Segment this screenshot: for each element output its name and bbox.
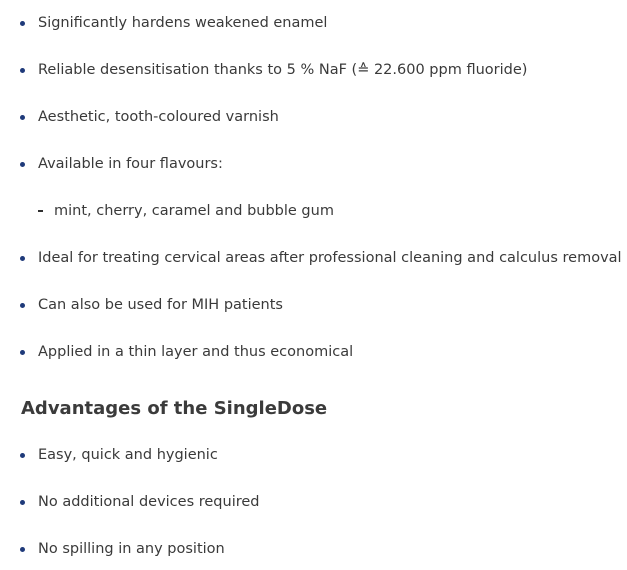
bullet-icon xyxy=(20,162,25,167)
list-item-text: Applied in a thin layer and thus economical xyxy=(38,344,354,360)
section-heading: Advantages of the SingleDose xyxy=(21,398,328,419)
bullet-icon xyxy=(20,500,25,505)
list-item-text: No spilling in any position xyxy=(38,541,225,557)
list-item-text: Ideal for treating cervical areas after professional cleaning and calculus removal xyxy=(38,250,622,266)
list-item-text: Can also be used for MIH patients xyxy=(38,297,283,313)
bullet-icon xyxy=(20,303,25,308)
list-item-text: Easy, quick and hygienic xyxy=(38,447,218,463)
list-item-text: No additional devices required xyxy=(38,494,260,510)
list-item-text: Aesthetic, tooth-coloured varnish xyxy=(38,109,279,125)
list-item-text: Significantly hardens weakened enamel xyxy=(38,15,328,31)
bullet-icon xyxy=(20,115,25,120)
sub-list-item-text: mint, cherry, caramel and bubble gum xyxy=(54,203,334,219)
bullet-icon xyxy=(20,21,25,26)
bullet-icon xyxy=(20,547,25,552)
list-item-text: Reliable desensitisation thanks to 5 % NaF (≙ 22.600 ppm fluoride) xyxy=(38,62,528,78)
bullet-icon xyxy=(20,68,25,73)
bullet-icon xyxy=(20,350,25,355)
list-item-text: Available in four flavours: xyxy=(38,156,223,172)
bullet-icon xyxy=(20,256,25,261)
bullet-icon xyxy=(20,453,25,458)
dash-icon xyxy=(38,210,43,212)
